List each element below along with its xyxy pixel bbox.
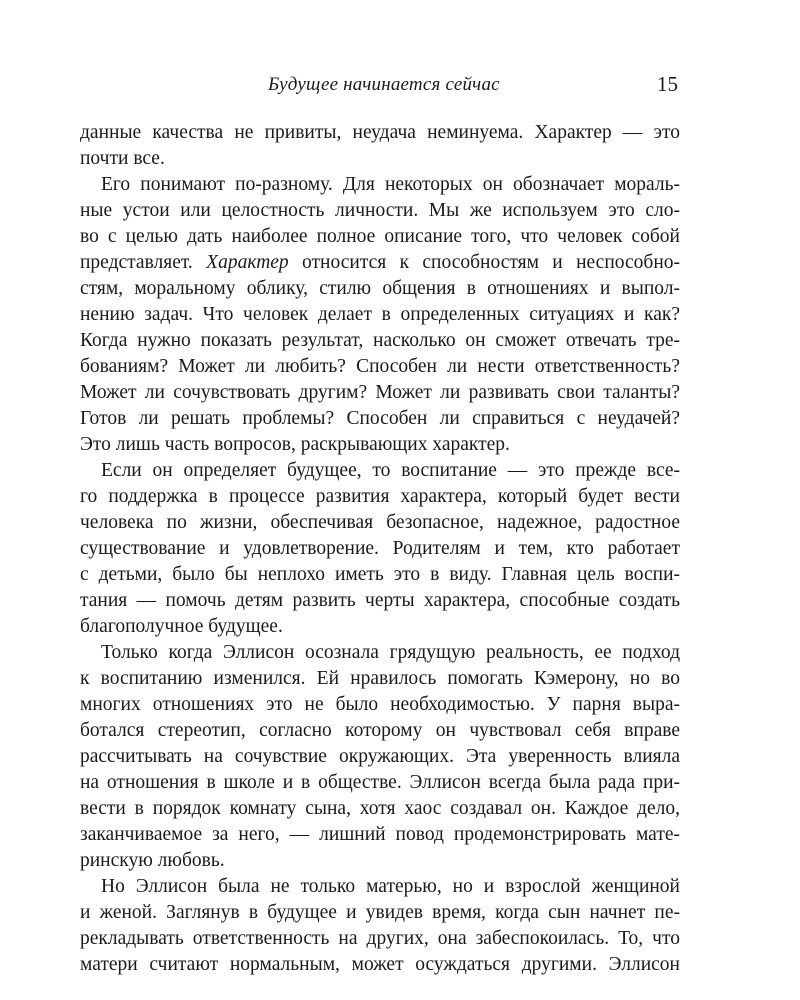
- text-line: многих отношениях это не было необходимостью. У парня выра-: [80, 694, 680, 715]
- text-line: ботался стереотип, согласно которому он чувствовал себя вправе: [80, 720, 680, 741]
- paragraph: [80, 458, 680, 640]
- text-line: человека по жизни, обеспечивая безопасное, надежное, радостное: [80, 512, 680, 533]
- text-line: к воспитанию изменился. Ей нравилось помогать Кэмерону, но во: [80, 668, 680, 689]
- text-line: существование и удовлетворение. Родителям и тем, кто работает: [80, 538, 680, 559]
- text-line: нению задач. Что человек делает в определенных ситуациях и как?: [80, 304, 680, 325]
- text-line: данные качества не привиты, неудача неминуема. Характер — это: [80, 122, 680, 143]
- paragraph: [80, 172, 680, 458]
- text-line: на отношения в школе и в обществе. Эллисон всегда была рада при-: [80, 772, 680, 793]
- text-fragment: относится к способностям и неспособно-: [302, 252, 680, 273]
- page-number: 15: [657, 72, 678, 96]
- text-line: заканчиваемое за него, — лишний повод продемонстрировать мате-: [80, 824, 680, 845]
- running-title: Будущее начинается сейчас: [268, 74, 500, 95]
- text-line: и женой. Заглянув в будущее и увидев время, когда сын начнет пе-: [80, 902, 680, 923]
- text-line: Это лишь часть вопросов, раскрывающих характер.: [80, 434, 510, 455]
- text-line: Если он определяет будущее, то воспитание — это прежде все-: [101, 460, 680, 481]
- text-line: Его понимают по-разному. Для некоторых он обозначает мораль-: [101, 174, 680, 195]
- running-head: [0, 74, 800, 102]
- text-line-with-italic: [80, 250, 680, 276]
- italic-term: Характер: [206, 252, 289, 273]
- text-line: почти все.: [80, 148, 165, 169]
- text-line: благополучное будущее.: [80, 616, 283, 637]
- text-line: матери считают нормальным, может осуждаться другими. Эллисон: [80, 954, 680, 975]
- text-line: Готов ли решать проблемы? Способен ли справиться с неудачей?: [80, 408, 680, 429]
- text-line: рекладывать ответственность на других, она забеспокоилась. То, что: [80, 928, 680, 949]
- text-line: бованиям? Может ли любить? Способен ли нести ответственность?: [80, 356, 680, 377]
- text-line: вести в порядок комнату сына, хотя хаос создавал он. Каждое дело,: [80, 798, 680, 819]
- text-line: Когда нужно показать результат, насколько он сможет отвечать тре-: [80, 330, 680, 351]
- text-fragment: представляет.: [80, 252, 193, 273]
- paragraph: [80, 874, 680, 978]
- text-line: во с целью дать наиболее полное описание того, что человек собой: [80, 226, 680, 247]
- text-line: с детьми, было бы неплохо иметь это в виду. Главная цель воспи-: [80, 564, 680, 585]
- text-line: стям, моральному облику, стилю общения в отношениях и выпол-: [80, 278, 680, 299]
- body-text: [80, 120, 680, 978]
- text-line: ринскую любовь.: [80, 850, 225, 871]
- text-line: ные устои или целостность личности. Мы же используем это сло-: [80, 200, 680, 221]
- text-line: тания — помочь детям развить черты характера, способные создать: [80, 590, 680, 611]
- text-line: Но Эллисон была не только матерью, но и взрослой женщиной: [101, 876, 680, 897]
- text-line: го поддержка в процессе развития характера, который будет вести: [80, 486, 680, 507]
- paragraph: [80, 640, 680, 874]
- text-line: рассчитывать на сочувствие окружающих. Эта уверенность влияла: [80, 746, 680, 767]
- text-line: Может ли сочувствовать другим? Может ли развивать свои таланты?: [80, 382, 680, 403]
- paragraph: [80, 120, 680, 172]
- text-line: Только когда Эллисон осознала грядущую реальность, ее подход: [101, 642, 680, 663]
